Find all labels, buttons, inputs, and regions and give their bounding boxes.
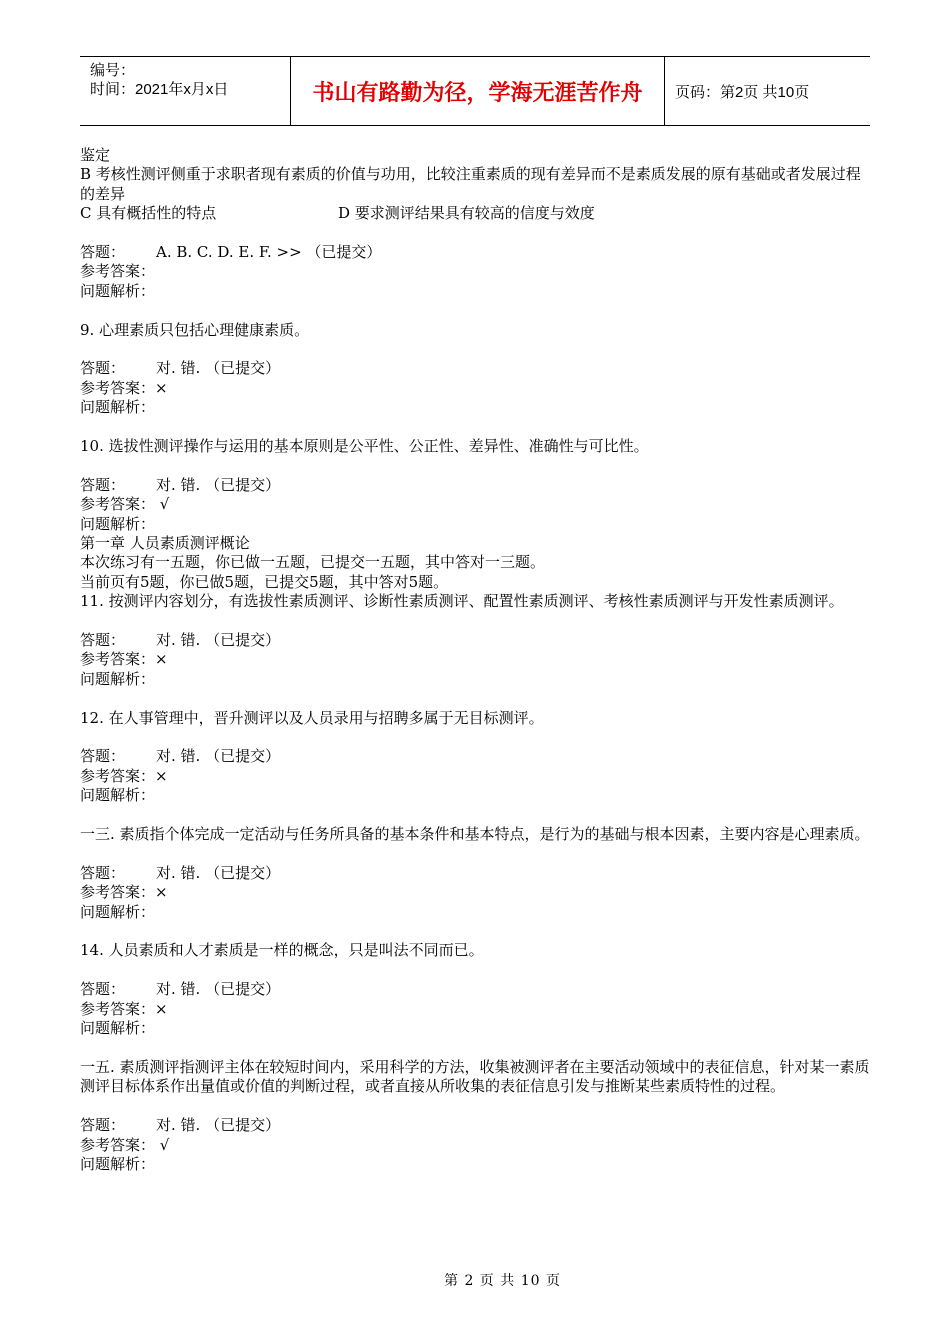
answer-row [80, 864, 872, 883]
answer-row [80, 243, 872, 262]
analysis-label: 问题解析： [80, 398, 156, 417]
time-label: 时间：2021年x月x日 [90, 81, 229, 98]
answer-label: 答题： [80, 1116, 126, 1135]
header-motto: 书山有路勤为径，学海无涯苦作舟 [291, 57, 665, 125]
question-12: 12. 在人事管理中，晋升测评以及人员录用与招聘多属于无目标测评。 [80, 708, 544, 727]
reference-answer: 参考答案： √ [80, 495, 170, 514]
question-10: 10. 选拔性测评操作与运用的基本原则是公平性、公正性、差异性、准确性与可比性。 [80, 437, 649, 456]
question-11: 11. 按测评内容划分，有选拔性素质测评、诊断性素质测评、配置性素质测评、考核性素质测评与开发性素质测评。 [80, 592, 844, 611]
answer-options: 对. 错. （已提交） [156, 1116, 281, 1135]
analysis-label: 问题解析： [80, 786, 156, 805]
page-summary: 当前页有5题，你已做5题，已提交5题，其中答对5题。 [80, 572, 449, 591]
analysis-label: 问题解析： [80, 514, 156, 533]
page-footer: 第 2 页 共 10 页 [444, 1273, 561, 1289]
answer-options: 对. 错. （已提交） [156, 980, 281, 999]
question-9: 9. 心理素质只包括心理健康素质。 [80, 320, 310, 339]
answer-options: 对. 错. （已提交） [156, 747, 281, 766]
option-b: B 考核性测评侧重于求职者现有素质的价值与功用，比较注重素质的现有差异而不是素质发展的原有基础或者发展过程的差异 [80, 165, 861, 203]
option-d: D 要求测评结果具有较高的信度与效度 [338, 204, 595, 223]
answer-options: 对. 错. （已提交） [156, 475, 281, 494]
reference-answer: 参考答案： [80, 262, 156, 281]
answer-options: 对. 错. （已提交） [156, 863, 281, 882]
reference-answer: 参考答案：× [80, 999, 168, 1018]
answer-row [80, 980, 872, 999]
answer-row [80, 359, 872, 378]
continuation-line: 鉴定 [80, 146, 111, 164]
answer-options: 对. 错. （已提交） [156, 359, 281, 378]
answer-label: 答题： [80, 243, 126, 262]
page-header [80, 56, 870, 126]
options-c-d [80, 204, 872, 223]
header-meta [80, 57, 291, 125]
analysis-label: 问题解析： [80, 669, 156, 688]
header-page-label: 页码：第2页 共10页 [675, 83, 810, 101]
answer-options: 对. 错. （已提交） [156, 631, 281, 650]
answer-options: A. B. C. D. E. F. >> （已提交） [156, 243, 382, 262]
analysis-label: 问题解析： [80, 902, 156, 921]
reference-answer: 参考答案：× [80, 378, 168, 397]
answer-row [80, 476, 872, 495]
reference-answer: 参考答案：× [80, 766, 168, 785]
question-13: 一三. 素质指个体完成一定活动与任务所具备的基本条件和基本特点，是行为的基础与根本因素，主要内容是心理素质。 [80, 825, 870, 844]
answer-row [80, 631, 872, 650]
answer-label: 答题： [80, 475, 126, 494]
chapter-title: 第一章 人员素质测评概论 [80, 534, 250, 553]
document-body [80, 146, 872, 1174]
analysis-label: 问题解析： [80, 281, 156, 300]
answer-label: 答题： [80, 359, 126, 378]
analysis-label: 问题解析： [80, 1019, 156, 1038]
reference-answer: 参考答案：× [80, 650, 168, 669]
practice-summary: 本次练习有一五题，你已做一五题，已提交一五题，其中答对一三题。 [80, 553, 546, 572]
answer-label: 答题： [80, 631, 126, 650]
question-14: 14. 人员素质和人才素质是一样的概念，只是叫法不同而已。 [80, 941, 484, 960]
answer-row [80, 747, 872, 766]
reference-answer: 参考答案：× [80, 883, 168, 902]
answer-label: 答题： [80, 980, 126, 999]
question-15: 一五. 素质测评指测评主体在较短时间内，采用科学的方法，收集被测评者在主要活动领域中的表征信息，针对某一素质测评目标体系作出量值或价值的判断过程，或者直接从所收集的表征信息引发与推断某些素质特性的过程。 [80, 1057, 870, 1096]
answer-row [80, 1116, 872, 1135]
reference-answer: 参考答案： √ [80, 1135, 170, 1154]
answer-label: 答题： [80, 747, 126, 766]
number-label: 编号： [90, 62, 136, 79]
analysis-label: 问题解析： [80, 1154, 156, 1173]
option-c: C 具有概括性的特点 [80, 204, 217, 223]
answer-label: 答题： [80, 863, 126, 882]
